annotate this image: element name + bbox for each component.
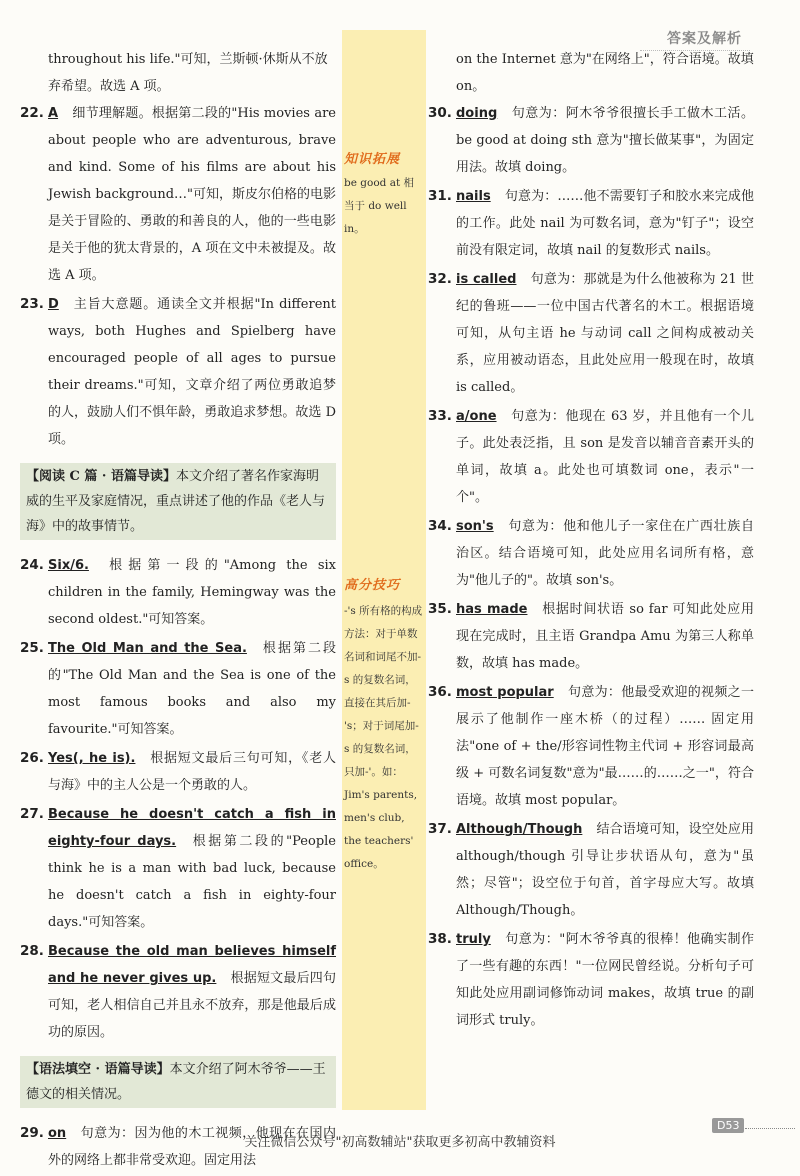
sidebar-label-knowledge: 知识拓展: [344, 152, 401, 167]
explanation-text: 根据时间状语 so far 可知此处应用现在完成时，且主语 Grandpa Amu 为第三人称单数，故填 has made。: [456, 602, 755, 671]
left-answers-group-2: [20, 552, 336, 1046]
left-intro-text: throughout his life."可知，兰斯顿·休斯从不放弃希望。故选 A 项。: [48, 52, 328, 94]
answer-key: on: [48, 1126, 67, 1141]
footer-text: 关注微信公众号"初高数辅站"获取更多初高中教辅资料: [244, 1135, 556, 1150]
question-number: 23.: [20, 296, 44, 312]
question-number: 38.: [428, 931, 452, 947]
answer-item: [428, 816, 754, 924]
guide-text: 本文介绍了阿木爷爷——王德文的相关情况。: [26, 1062, 326, 1102]
explanation-text: 句意为：……他不需要钉子和胶水来完成他的工作。此处 nail 为可数名词，意为"钉子"；设空前没有限定词，故填 nail 的复数形式 nails。: [456, 189, 754, 258]
answer-item: [428, 679, 754, 814]
answer-key: D: [48, 297, 59, 312]
answer-key: most popular: [456, 685, 554, 700]
explanation-text: 根据第二段的"The Old Man and the Sea is one of the most famous books and also my favourite."可知答案。: [48, 641, 336, 737]
question-number: 24.: [20, 557, 44, 573]
sidebar-notes: [342, 30, 426, 1110]
answer-item: [20, 291, 336, 453]
left-answers-group-1: [20, 100, 336, 453]
answer-item: [20, 100, 336, 289]
question-number: 32.: [428, 271, 452, 287]
question-number: 25.: [20, 640, 44, 656]
explanation-text: 根据短文最后四句可知，老人相信自己并且永不放弃，那是他最后成功的原因。: [48, 971, 336, 1040]
answer-item: [428, 100, 754, 181]
explanation-text: 根据第一段的"Among the six children in the family, Hemingway was the second oldest."可知答案。: [48, 558, 336, 627]
answer-key: Because the old man believes himself and he never gives up.: [48, 944, 336, 986]
question-number: 33.: [428, 408, 452, 424]
question-number: 35.: [428, 601, 452, 617]
guide-text: 本文介绍了著名作家海明威的生平及家庭情况，重点讲述了他的作品《老人与海》中的故事情节。: [26, 469, 326, 534]
explanation-text: 句意为：他现在 63 岁，并且他有一个儿子。此处表泛指，且 son 是发音以辅音音素开头的单词，故填 a。此处也可填数词 one，表示"一个"。: [456, 409, 754, 505]
explanation-text: 主旨大意题。通读全文并根据"In different ways, both Hughes and Spielberg have encouraged people of all ages to pursue their dreams."可知，文章介绍了两位勇敢追梦的人，鼓励人们不惧年龄，勇敢追求梦想。故选 D 项。: [48, 297, 336, 447]
right-answers-group: [428, 100, 754, 1034]
answer-item: [20, 938, 336, 1046]
answer-item: [428, 266, 754, 401]
answer-item: [20, 801, 336, 936]
page-number-badge: D53: [712, 1118, 744, 1133]
explanation-text: 句意为：阿木爷爷很擅长手工做木工活。be good at doing sth 意为"擅长做某事"，为固定用法。故填 doing。: [456, 106, 754, 175]
answer-key: Although/Though: [456, 822, 583, 837]
guide-tag: 【语法填空 · 语篇导读】: [26, 1062, 170, 1077]
answer-item: [428, 926, 754, 1034]
page-header-title: 答案及解析: [667, 31, 742, 47]
question-number: 27.: [20, 806, 44, 822]
answer-key: Because he doesn't catch a fish in eighty-four days.: [48, 807, 336, 849]
sidebar-label-tips: 高分技巧: [344, 578, 401, 593]
answer-item: [428, 513, 754, 594]
explanation-text: 句意为：他和他儿子一家住在广西壮族自治区。结合语境可知，此处应用名词所有格，意为"他儿子的"。故填 son's。: [456, 519, 754, 588]
right-intro-text: on the Internet 意为"在网络上"，符合语境。故填 on。: [456, 52, 754, 94]
answer-key: Six/6.: [48, 558, 89, 573]
answer-key: A: [48, 106, 59, 121]
grammar-guide: [20, 1056, 336, 1108]
explanation-text: 根据第二段的"People think he is a man with bad luck, because he doesn't catch a fish in eighty-four days."可知答案。: [48, 834, 336, 930]
explanation-text: 句意为：他最受欢迎的视频之一展示了他制作一座木桥（的过程）…… 固定用法"one of + the/形容词性物主代词 + 形容词最高级 + 可数名词复数"意为"最……的……之一"，符合语境。故填 most popular。: [456, 685, 754, 808]
left-column: [20, 46, 336, 1176]
explanation-text: 句意为："阿木爷爷真的很棒！他确实制作了一些有趣的东西！"一位网民曾经说。分析句子可知此处应用副词修饰动词 makes，故填 true 的副词形式 truly。: [456, 932, 754, 1028]
answer-key: doing: [456, 106, 498, 121]
question-number: 26.: [20, 750, 44, 766]
question-number: 28.: [20, 943, 44, 959]
answer-item: [428, 596, 754, 677]
explanation-text: 句意为：那就是为什么他被称为 21 世纪的鲁班——一位中国古代著名的木工。根据语境可知，从句主语 he 与动词 call 之间构成被动关系，应用被动语态，且此处应用一般现在时，故填 is called。: [456, 272, 754, 395]
question-number: 37.: [428, 821, 452, 837]
answer-key: nails: [456, 189, 491, 204]
explanation-text: 根据短文最后三句可知，《老人与海》中的主人公是一个勇敢的人。: [48, 751, 336, 793]
answer-key: The Old Man and the Sea.: [48, 641, 247, 656]
answer-item: [20, 552, 336, 633]
guide-tag: 【阅读 C 篇 · 语篇导读】: [26, 469, 176, 484]
answer-item: [20, 745, 336, 799]
answer-key: is called: [456, 272, 517, 287]
sidebar-note-knowledge: be good at 相当于 do well in。: [344, 177, 415, 235]
explanation-text: 句意为：因为他的木工视频，他现在在国内外的网络上都非常受欢迎。固定用法: [48, 1126, 336, 1168]
answer-key: Yes(, he is).: [48, 751, 136, 766]
explanation-text: 结合语境可知，设空处应用 although/though 引导让步状语从句，意为"虽然；尽管"；设空位于句首，首字母应大写。故填 Although/Though。: [456, 822, 754, 918]
answer-key: a/one: [456, 409, 497, 424]
question-number: 30.: [428, 105, 452, 121]
corner-decoration: [745, 1128, 795, 1129]
question-number: 34.: [428, 518, 452, 534]
answer-key: truly: [456, 932, 491, 947]
question-number: 29.: [20, 1125, 44, 1141]
answer-item: [428, 403, 754, 511]
sidebar-note-tips: -'s 所有格的构成方法：对于单数名词和词尾不加-s 的复数名词，直接在其后加-'s；对于词尾加-s 的复数名词，只加-'。如：Jim's parents, men's club, the teachers' office。: [344, 605, 423, 870]
right-column: [428, 46, 754, 1036]
question-number: 36.: [428, 684, 452, 700]
answer-key: has made: [456, 602, 528, 617]
answer-key: son's: [456, 519, 494, 534]
question-number: 31.: [428, 188, 452, 204]
answer-item: [20, 635, 336, 743]
answer-item: [428, 183, 754, 264]
reading-c-guide: [20, 463, 336, 540]
explanation-text: 细节理解题。根据第二段的"His movies are about people who are adventurous, brave and kind. Some of his films are about his Jewish background…"可知，斯皮尔伯格的电影是关于冒险的、勇敢的和善良的人，他的一些电影是关于他的犹太背景的，A 项在文中未被提及。故选 A 项。: [48, 106, 337, 283]
question-number: 22.: [20, 105, 44, 121]
